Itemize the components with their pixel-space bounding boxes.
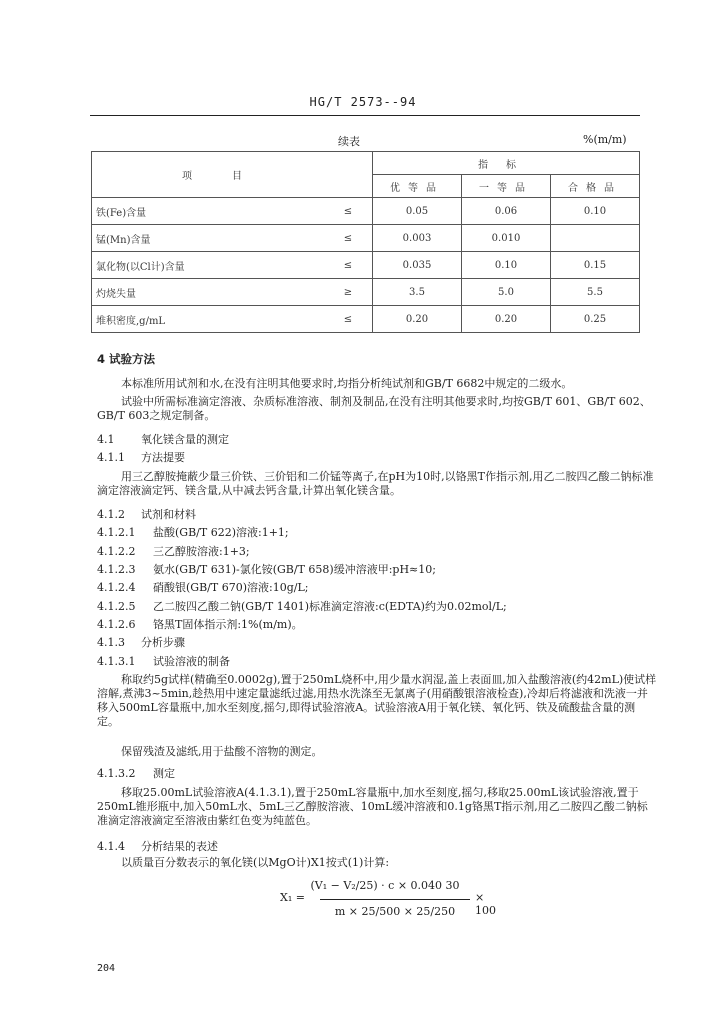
header-rule <box>90 115 640 116</box>
formula-numerator: (V₁ − V₂/25) · c × 0.040 30 <box>310 879 460 892</box>
section-title: 测定 <box>153 767 175 780</box>
heading-4-1 <box>97 433 657 447</box>
reagent-number: 4.1.2.3 <box>97 563 136 576</box>
row-name: 灼烧失量 <box>92 279 325 306</box>
table-caption: 续表 <box>338 135 360 148</box>
section-number: 4.1.3.1 <box>97 655 136 668</box>
paragraph-method-summary: 用三乙醇胺掩蔽少量三价铁、三价铝和二价锰等离子,在pH为10时,以铬黑T作指示剂,用乙二胺四乙酸二钠标准滴定溶液滴定钙、镁含量,从中减去钙含量,计算出氧化镁含量。 <box>97 470 654 497</box>
table-row <box>92 198 640 225</box>
heading-4-1-3 <box>97 636 657 650</box>
header-indicators: 指标 <box>373 152 640 175</box>
formula-denominator: m × 25/500 × 25/250 <box>334 905 456 918</box>
row-value: 5.5 <box>551 279 640 306</box>
section-title: 试剂和材料 <box>141 508 196 521</box>
paragraph-retain-residue: 保留残渣及滤纸,用于盐酸不溶物的测定。 <box>121 745 323 758</box>
section-title: 试验溶液的制备 <box>153 655 230 668</box>
paragraph-result-expression: 以质量百分数表示的氧化镁(以MgO计)X1按式(1)计算: <box>121 856 390 869</box>
table-row <box>92 225 640 252</box>
page-number: 204 <box>97 963 116 974</box>
row-name: 锰(Mn)含量 <box>92 225 325 252</box>
reagent-item <box>97 526 657 540</box>
reagent-item <box>97 618 657 632</box>
reagent-item <box>97 581 657 595</box>
specification-table <box>91 151 640 333</box>
heading-4-1-2 <box>97 508 657 522</box>
formula-1 <box>280 871 500 927</box>
reagent-text: 乙二胺四乙酸二钠(GB/T 1401)标准滴定溶液:c(EDTA)约为0.02mol/L; <box>153 600 507 613</box>
reagent-text: 铬黑T固体指示剂:1%(m/m)。 <box>153 618 303 631</box>
section-title: 方法提要 <box>141 451 185 464</box>
paragraph-standard-solutions: 试验中所需标准滴定溶液、杂质标准溶液、制剂及制品,在没有注明其他要求时,均按GB/T 601、GB/T 602、GB/T 603之规定制备。 <box>97 395 651 422</box>
row-name: 堆积密度,g/mL <box>92 306 325 333</box>
table-row <box>92 252 640 279</box>
section-title: 分析步骤 <box>141 636 185 649</box>
reagent-number: 4.1.2.6 <box>97 618 136 631</box>
heading-4-1-3-2 <box>97 767 657 781</box>
row-value: 0.035 <box>373 252 462 279</box>
section-number: 4.1 <box>97 433 115 446</box>
row-operator: ≤ <box>324 225 373 252</box>
reagent-number: 4.1.2.5 <box>97 600 136 613</box>
reagent-number: 4.1.2.2 <box>97 545 136 558</box>
row-operator: ≥ <box>324 279 373 306</box>
row-value: 0.010 <box>462 225 551 252</box>
reagent-number: 4.1.2.1 <box>97 526 136 539</box>
heading-4-1-4 <box>97 840 657 854</box>
table-row <box>92 306 640 333</box>
row-value: 3.5 <box>373 279 462 306</box>
header-grade-first: 一等品 <box>462 175 551 198</box>
header-grade-premium: 优等品 <box>373 175 462 198</box>
reagent-text: 硝酸银(GB/T 670)溶液:10g/L; <box>153 581 309 594</box>
row-value: 0.003 <box>373 225 462 252</box>
table-unit: %(m/m) <box>583 133 627 146</box>
row-value <box>551 225 640 252</box>
fraction-bar <box>320 899 470 900</box>
reagent-text: 三乙醇胺溶液:1+3; <box>153 545 250 558</box>
row-operator: ≤ <box>324 198 373 225</box>
section-number: 4.1.4 <box>97 840 125 853</box>
reagent-item <box>97 600 657 614</box>
heading-4-1-1 <box>97 451 657 465</box>
reagent-number: 4.1.2.4 <box>97 581 136 594</box>
row-value: 0.20 <box>462 306 551 333</box>
row-operator: ≤ <box>324 306 373 333</box>
heading-4-1-3-1 <box>97 655 657 669</box>
row-value: 0.10 <box>551 198 640 225</box>
row-operator: ≤ <box>324 252 373 279</box>
header-item: 项目 <box>92 152 373 198</box>
reagent-item <box>97 545 657 559</box>
row-name: 氯化物(以Cl计)含量 <box>92 252 325 279</box>
paragraph-solution-preparation: 称取约5g试样(精确至0.0002g),置于250mL烧杯中,用少量水润湿,盖上表面皿,加入盐酸溶液(约42mL)使试样溶解,煮沸3~5min,趁热用中速定量滤纸过滤,用热水洗涤至无氯离子(用硝酸银溶液检查),冷却后将滤液和洗液一并移入500mL容量瓶中,加水至刻度,摇匀,即得试验溶液A。试验溶液A用于氧化镁、氧化钙、铁及硫酸盐含量的测定。 <box>97 673 657 728</box>
row-value: 5.0 <box>462 279 551 306</box>
row-value: 0.15 <box>551 252 640 279</box>
row-value: 0.20 <box>373 306 462 333</box>
paragraph-determination: 移取25.00mL试验溶液A(4.1.3.1),置于250mL容量瓶中,加水至刻度,摇匀,移取25.00mL该试验溶液,置于250mL锥形瓶中,加入50mL水、5mL三乙醇胺溶液、10mL缓冲溶液和0.1g铬黑T指示剂,用乙二胺四乙酸二钠标准滴定溶液滴定至溶液由紫红色变为纯蓝色。 <box>97 786 648 827</box>
formula-tail: × 100 <box>475 891 496 917</box>
section-number: 4.1.1 <box>97 451 125 464</box>
reagent-text: 盐酸(GB/T 622)溶液:1+1; <box>153 526 289 539</box>
formula-lhs: X₁ = <box>280 891 305 904</box>
row-value: 0.10 <box>462 252 551 279</box>
section-title: 分析结果的表述 <box>141 840 218 853</box>
section-number: 4.1.3 <box>97 636 125 649</box>
row-value: 0.25 <box>551 306 640 333</box>
section-number: 4.1.3.2 <box>97 767 136 780</box>
row-value: 0.05 <box>373 198 462 225</box>
reagent-item <box>97 563 657 577</box>
section-title: 氧化镁含量的测定 <box>141 433 229 446</box>
row-name: 铁(Fe)含量 <box>92 198 325 225</box>
section-number: 4.1.2 <box>97 508 125 521</box>
reagent-text: 氨水(GB/T 631)-氯化铵(GB/T 658)缓冲溶液甲:pH≈10; <box>153 563 436 576</box>
header-grade-qualified: 合格品 <box>551 175 640 198</box>
paragraph-reagents: 本标准所用试剂和水,在没有注明其他要求时,均指分析纯试剂和GB/T 6682中规定的二级水。 <box>121 377 573 390</box>
standard-code: HG/T 2573--94 <box>309 95 417 109</box>
table-row <box>92 279 640 306</box>
row-value: 0.06 <box>462 198 551 225</box>
section-4-title: 4 试验方法 <box>97 352 156 366</box>
